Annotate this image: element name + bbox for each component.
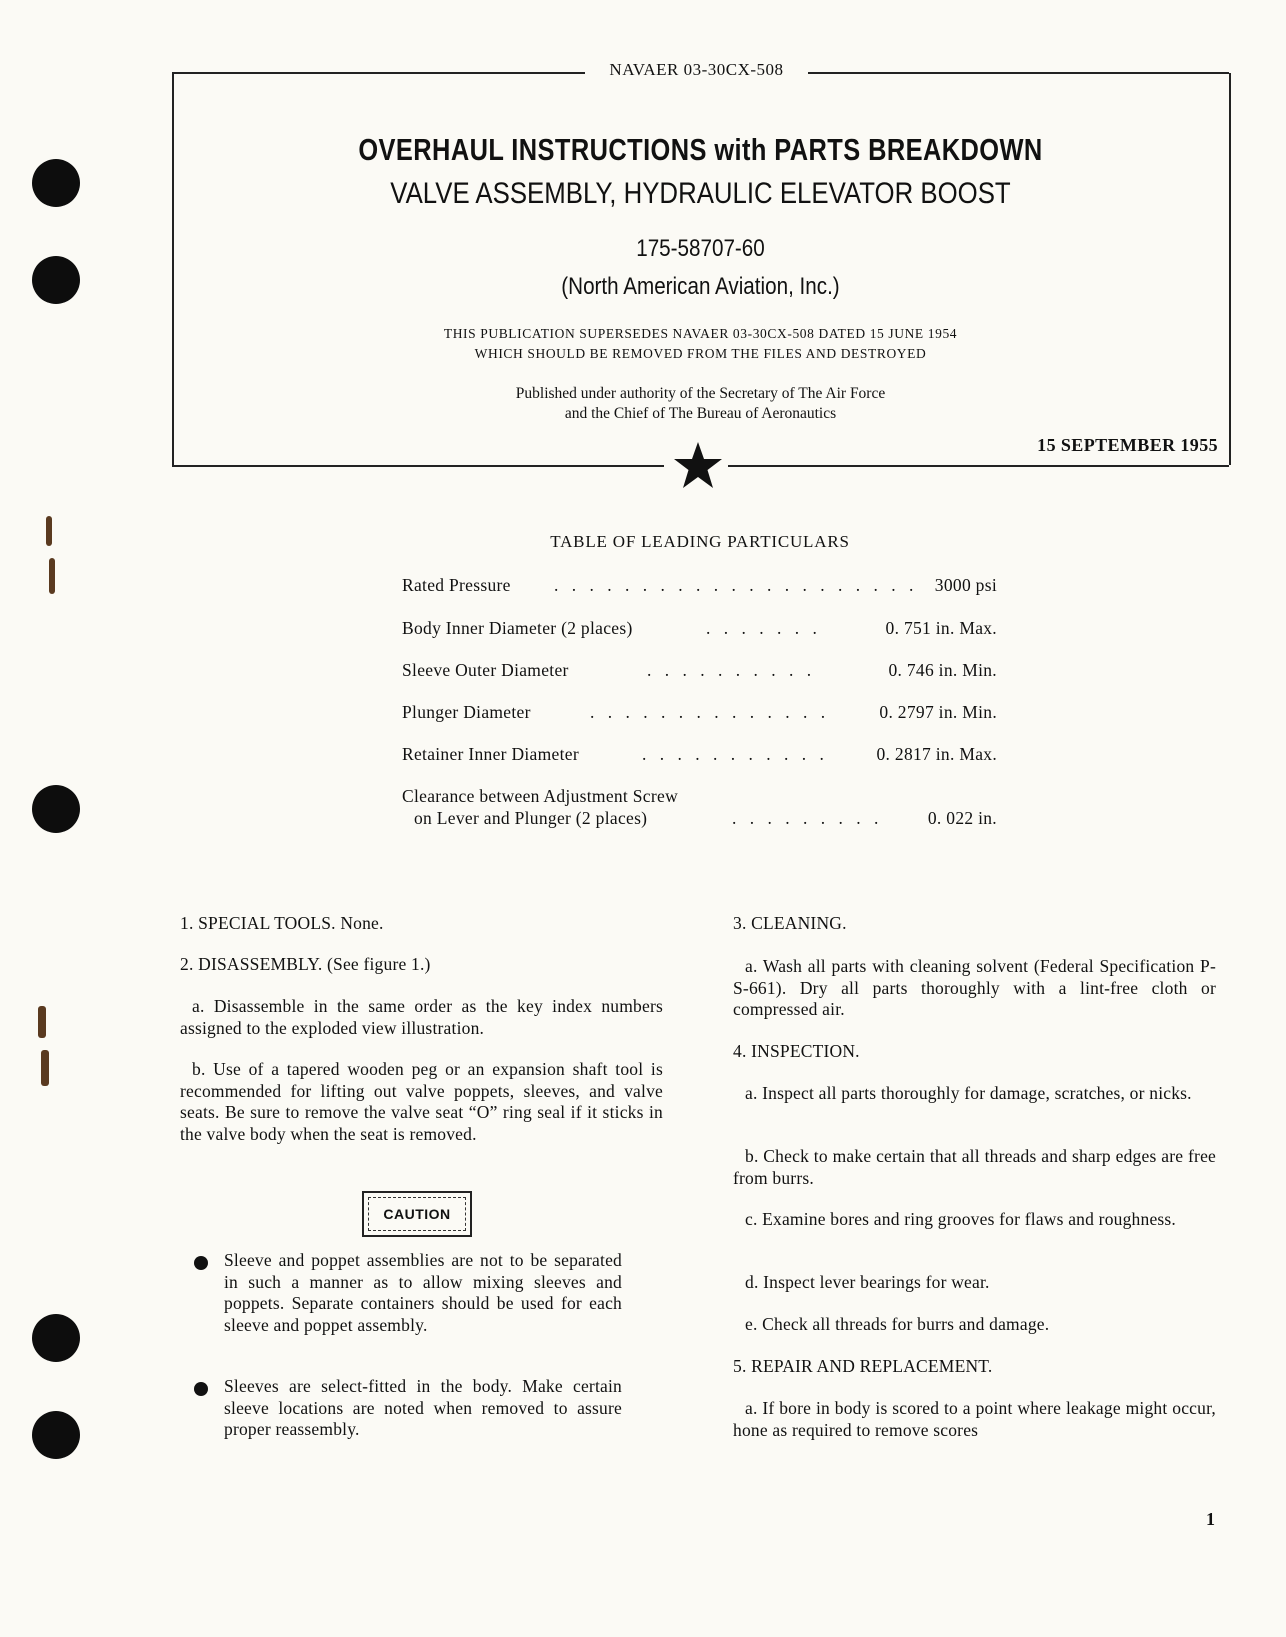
paragraph: d. Inspect lever bearings for wear. xyxy=(745,1272,990,1292)
authority-line: and the Chief of The Bureau of Aeronautics xyxy=(564,405,837,422)
document-number: NAVAER 03-30CX-508 xyxy=(609,60,784,79)
leader-dots: . . . . . . . . . . . . . . xyxy=(590,702,830,722)
paragraph: c. Examine bores and ring grooves for flaws and roughness. xyxy=(745,1209,1177,1229)
manufacturer: (North American Aviation, Inc.) xyxy=(561,273,840,300)
equipment-title: VALVE ASSEMBLY, HYDRAULIC ELEVATOR BOOST xyxy=(390,177,1011,210)
section-cleaning: 3. CLEANING. xyxy=(733,913,847,933)
particular-label: Rated Pressure xyxy=(402,575,511,595)
particular-label: Sleeve Outer Diameter xyxy=(402,660,569,680)
authority-notice xyxy=(172,384,1229,424)
particulars-row xyxy=(402,701,997,723)
paragraph: b. Use of a tapered wooden peg or an expansion shaft tool is recommended for lifting out valve poppets, sleeves, and valve seats. Be sure to remove the valve seat “O” ring seal if it sticks in the valve body when the seat is removed. xyxy=(180,1059,663,1144)
publication-title: OVERHAUL INSTRUCTIONS with PARTS BREAKDOWN xyxy=(358,132,1043,167)
binder-hole xyxy=(32,1314,80,1362)
publication-date: 15 SEPTEMBER 1955 xyxy=(1037,435,1218,455)
binder-hole xyxy=(32,159,80,207)
particular-value: 0. 022 in. xyxy=(927,808,997,828)
part-number: 175-58707-60 xyxy=(636,235,765,262)
particular-value: 3000 psi xyxy=(934,575,997,595)
frame-rule xyxy=(808,72,1229,74)
supersede-line: WHICH SHOULD BE REMOVED FROM THE FILES AND DESTROYED xyxy=(474,346,927,361)
particulars-row xyxy=(402,743,997,765)
leader-dots: . . . . . . . . . . . xyxy=(642,744,829,764)
particular-value: 0. 751 in. Max. xyxy=(885,618,997,638)
frame-rule xyxy=(172,72,585,74)
section-repair: 5. REPAIR AND REPLACEMENT. xyxy=(733,1356,993,1376)
paragraph: e. Check all threads for burrs and damage. xyxy=(745,1314,1050,1334)
leading-particulars-title: TABLE OF LEADING PARTICULARS xyxy=(550,532,850,551)
binder-hole xyxy=(32,256,80,304)
stain-mark xyxy=(46,516,52,546)
particular-value: 0. 2797 in. Min. xyxy=(879,702,997,722)
particular-value: 0. 2817 in. Max. xyxy=(876,744,997,764)
page-number: 1 xyxy=(1206,1509,1215,1529)
section-disassembly: 2. DISASSEMBLY. (See figure 1.) xyxy=(180,954,431,974)
paragraph: a. Wash all parts with cleaning solvent (Federal Specification P-S-661). Dry all parts thoroughly with a lint-free cloth or compressed air. xyxy=(733,956,1216,1019)
particulars-row xyxy=(402,617,997,639)
caution-bullet: Sleeve and poppet assemblies are not to be separated in such a manner as to allow mixing sleeves and poppets. Separate containers should be used for each sleeve and poppet assembly. xyxy=(224,1250,622,1335)
leader-dots: . . . . . . . . . . . . . . . . . . . . . xyxy=(554,575,918,595)
caution-label: CAUTION xyxy=(368,1197,466,1231)
section-inspection: 4. INSPECTION. xyxy=(733,1041,860,1061)
stain-mark xyxy=(41,1050,49,1086)
supersede-notice xyxy=(172,324,1229,364)
particulars-row xyxy=(402,659,997,681)
leader-dots: . . . . . . . . . xyxy=(732,808,883,828)
star-icon xyxy=(672,440,724,490)
particular-label: Plunger Diameter xyxy=(402,702,531,722)
particular-label: on Lever and Plunger (2 places) xyxy=(414,808,648,828)
leader-dots: . . . . . . . . . . xyxy=(647,660,816,680)
paragraph: a. Disassemble in the same order as the key index numbers assigned to the exploded view illustration. xyxy=(180,996,663,1038)
binder-hole xyxy=(32,785,80,833)
particular-value: 0. 746 in. Min. xyxy=(888,660,997,680)
bullet-icon xyxy=(194,1382,208,1396)
leader-dots: . . . . . . . xyxy=(706,618,822,638)
particular-label: Clearance between Adjustment Screw xyxy=(402,786,679,806)
frame-rule xyxy=(172,465,664,467)
paragraph: a. Inspect all parts thoroughly for damage, scratches, or nicks. xyxy=(745,1083,1192,1103)
binder-hole xyxy=(32,1411,80,1459)
particular-label: Body Inner Diameter (2 places) xyxy=(402,618,633,638)
authority-line: Published under authority of the Secretary of The Air Force xyxy=(515,385,886,402)
caution-box xyxy=(362,1191,472,1237)
stain-mark xyxy=(49,558,55,594)
particulars-row xyxy=(402,785,997,829)
particular-label: Retainer Inner Diameter xyxy=(402,744,579,764)
frame-rule xyxy=(728,465,1229,467)
bullet-icon xyxy=(194,1256,208,1270)
paragraph: a. If bore in body is scored to a point where leakage might occur, hone as required to remove scores xyxy=(733,1398,1216,1440)
supersede-line: THIS PUBLICATION SUPERSEDES NAVAER 03-30CX-508 DATED 15 JUNE 1954 xyxy=(443,326,958,341)
section-special-tools: 1. SPECIAL TOOLS. None. xyxy=(180,913,384,933)
stain-mark xyxy=(38,1006,46,1038)
paragraph: b. Check to make certain that all threads and sharp edges are free from burrs. xyxy=(733,1146,1216,1188)
caution-bullet: Sleeves are select-fitted in the body. Make certain sleeve locations are noted when removed to assure proper reassembly. xyxy=(224,1376,622,1439)
particulars-row xyxy=(402,574,997,596)
